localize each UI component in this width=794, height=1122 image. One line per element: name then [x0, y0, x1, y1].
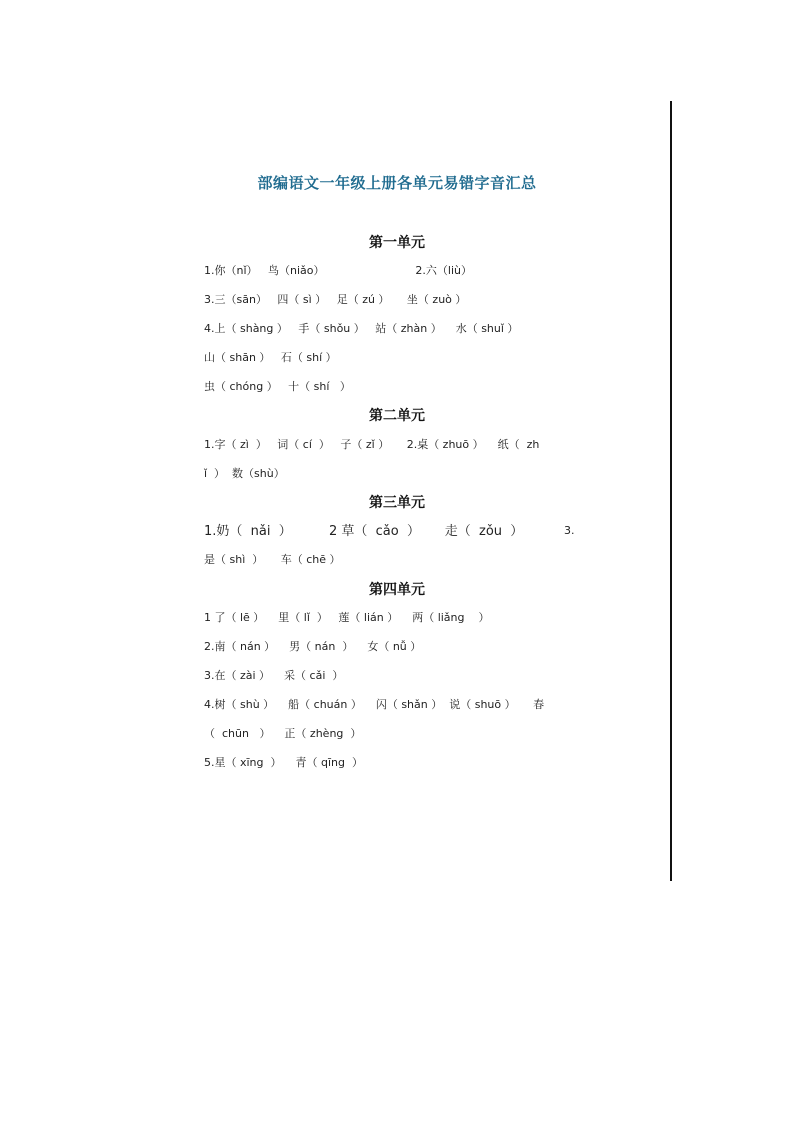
unit-3-line-2: 是（ shì ） 车（ chē ）	[204, 553, 341, 566]
unit-4-heading: 第四单元	[369, 582, 425, 598]
unit-3-line-1-tail: 3.	[564, 524, 575, 537]
unit-2-line-2: ǐ ） 数（shù）	[204, 467, 285, 480]
unit-1-line-5: 虫（ chóng ） 十（ shí ）	[204, 380, 351, 393]
page-title: 部编语文一年级上册各单元易错字音汇总	[257, 174, 537, 192]
page-edge-rule	[670, 101, 672, 881]
unit-2-heading: 第二单元	[369, 408, 425, 424]
unit-1-line-3: 4.上（ shàng ） 手（ shǒu ） 站（ zhàn ） 水（ shuǐ ）	[204, 322, 519, 335]
unit-4-line-3: 3.在（ zài ） 采（ cǎi ）	[204, 669, 344, 682]
unit-1-line-1: 1.你（nǐ） 鸟（niǎo） 2.六（liù）	[204, 264, 473, 277]
unit-4-line-2: 2.南（ nán ） 男（ nán ） 女（ nǚ ）	[204, 640, 422, 653]
unit-4-line-4: 4.树（ shù ） 船（ chuán ） 闪（ shǎn ） 说（ shuō ） 春	[204, 698, 545, 711]
unit-4-line-5: （ chūn ） 正（ zhèng ）	[204, 727, 362, 740]
unit-1-line-4: 山（ shān ） 石（ shí ）	[204, 351, 337, 364]
unit-3-line-1: 1.奶（ nǎi ） 2 草（ cǎo ） 走（ zǒu ）	[204, 524, 524, 539]
unit-4-line-1: 1 了（ lē ） 里（ lǐ ） 莲（ lián ） 两（ liǎng ）	[204, 611, 490, 624]
unit-1-heading: 第一单元	[369, 235, 425, 251]
unit-4-line-6: 5.星（ xīng ） 青（ qīng ）	[204, 756, 363, 769]
unit-1-line-2: 3.三（sān） 四（ sì ） 足（ zú ） 坐（ zuò ）	[204, 293, 467, 306]
unit-2-line-1: 1.字（ zì ） 词（ cí ） 子（ zǐ ） 2.桌（ zhuō ） 纸（ zh	[204, 438, 540, 451]
unit-3-heading: 第三单元	[369, 495, 425, 511]
